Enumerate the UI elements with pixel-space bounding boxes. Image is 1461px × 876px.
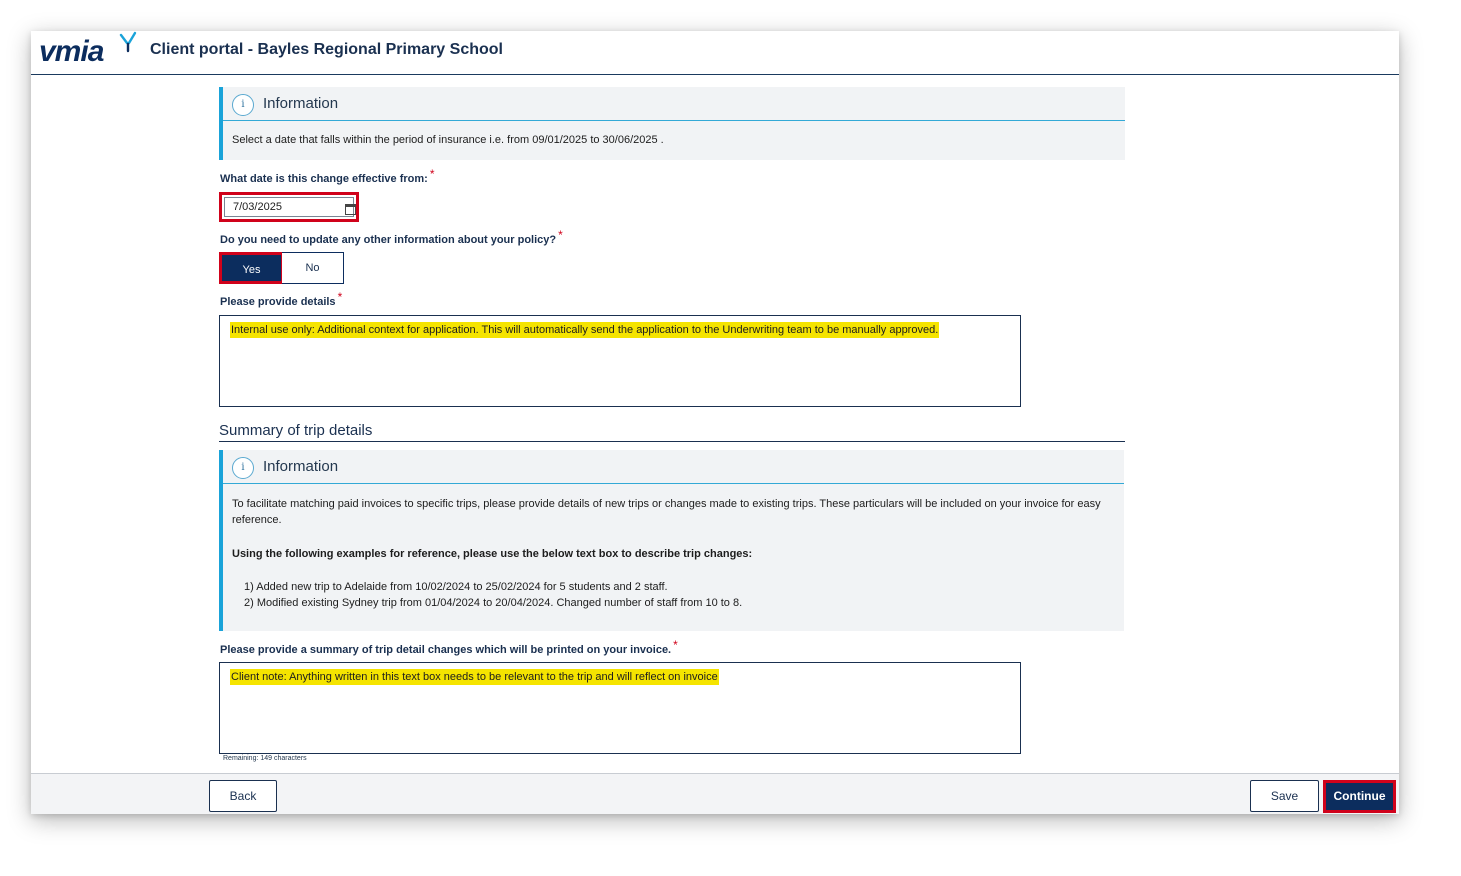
required-marker: * <box>429 167 435 181</box>
effective-date-input[interactable] <box>224 197 354 217</box>
continue-button[interactable]: Continue <box>1323 780 1396 813</box>
remaining-characters: Remaining: 149 characters <box>223 755 307 762</box>
info-trips-paragraph: To facilitate matching paid invoices to specific trips, please provide details of new trips or changes made to existing trips. These particulars will be included on your invoice for easy reference. <box>232 498 1101 526</box>
update-question-label <box>220 228 563 246</box>
summary-section-title: Summary of trip details <box>219 422 1125 442</box>
info-box-period <box>219 87 1125 160</box>
info-icon: i <box>232 94 254 116</box>
info-trips-instruction: Using the following examples for reference, please use the below text box to describe trip changes: <box>232 548 753 560</box>
calendar-icon[interactable] <box>345 204 356 215</box>
info-period-text: Select a date that falls within the period of insurance i.e. from 09/01/2025 to 30/06/2025 . <box>232 134 664 146</box>
trip-summary-textarea[interactable] <box>219 662 1021 754</box>
update-toggle <box>219 252 344 284</box>
trip-summary-text: Client note: Anything written in this text box needs to be relevant to the trip and will reflect on invoice <box>231 671 718 683</box>
portal-window <box>31 31 1399 814</box>
update-question-text: Do you need to update any other information about your policy? <box>220 234 557 246</box>
info-header <box>223 450 1124 484</box>
yes-button[interactable]: Yes <box>219 252 284 284</box>
required-marker: * <box>558 228 563 242</box>
info-header <box>223 87 1125 121</box>
logo-accent-icon <box>117 31 139 53</box>
details-label-text: Please provide details <box>220 296 336 308</box>
required-marker: * <box>673 638 678 652</box>
details-text: Internal use only: Additional context for application. This will automatically send the application to the Underwriting team to be manually approved. <box>231 324 939 336</box>
effective-date-label <box>220 167 435 185</box>
trip-summary-label-text: Please provide a summary of trip detail changes which will be printed on your invoice. <box>220 644 672 656</box>
page-title: Client portal - Bayles Regional Primary School <box>150 41 503 58</box>
info-trips-example-1: 1) Added new trip to Adelaide from 10/02/2024 to 25/02/2024 for 5 students and 2 staff. <box>244 581 668 593</box>
info-title: Information <box>263 95 339 112</box>
details-textarea[interactable] <box>219 315 1021 407</box>
no-button[interactable]: No <box>282 252 344 284</box>
effective-date-label-text: What date is this change effective from: <box>220 173 428 185</box>
footer-bar <box>31 773 1399 814</box>
info-icon: i <box>232 457 254 479</box>
trip-summary-label <box>220 638 678 656</box>
required-marker: * <box>337 290 343 304</box>
info-title: Information <box>263 458 339 475</box>
app-header <box>31 31 1399 75</box>
details-label <box>220 290 343 308</box>
back-button[interactable]: Back <box>209 780 277 812</box>
logo-wordmark: vmia <box>39 35 104 68</box>
info-trips-example-2: 2) Modified existing Sydney trip from 01/04/2024 to 20/04/2024. Changed number of staff from 10 to 8. <box>244 597 743 609</box>
info-box-trips <box>219 450 1124 631</box>
effective-date-highlight <box>219 192 359 222</box>
save-button[interactable]: Save <box>1250 780 1319 812</box>
effective-date-value: 7/03/2025 <box>233 201 282 213</box>
